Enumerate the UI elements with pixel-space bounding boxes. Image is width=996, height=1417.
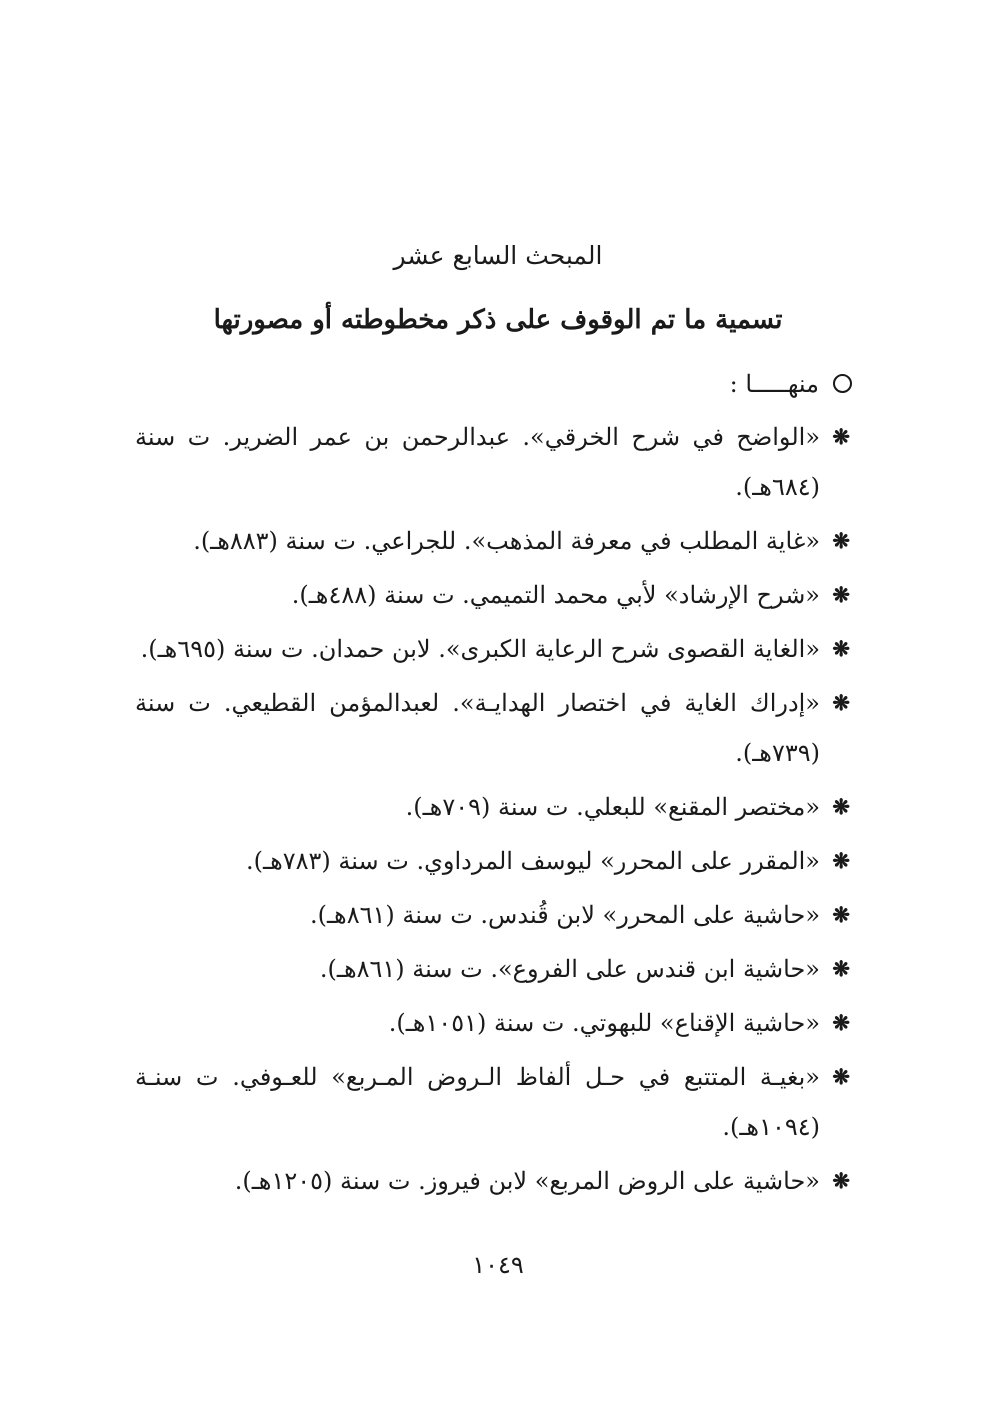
asterisk-bullet-icon: ❋ [832, 1168, 850, 1193]
asterisk-bullet-icon: ❋ [832, 1064, 850, 1089]
list-item [135, 944, 850, 994]
page-number: ١٠٤٩ [472, 1251, 524, 1279]
manuscript-list [135, 412, 850, 1210]
section-title: تسمية ما تم الوقوف على ذكر مخطوطته أو مصورتها [213, 305, 783, 335]
list-item [135, 624, 850, 674]
entry-text: «مختصر المقنع» للبعلي. ت سنة (٧٠٩هـ). [405, 793, 820, 821]
entry-text: «غاية المطلب في معرفة المذهب». للجراعي. ت سنة (٨٨٣هـ). [193, 527, 820, 555]
entry-text: «حاشية الإقناع» للبهوتي. ت سنة (١٠٥١هـ). [388, 1009, 820, 1037]
list-item [135, 516, 850, 566]
asterisk-bullet-icon: ❋ [832, 794, 850, 819]
intro-label: منهـــــا : [729, 370, 819, 398]
asterisk-bullet-icon: ❋ [832, 902, 850, 927]
asterisk-bullet-icon: ❋ [832, 424, 850, 449]
list-item [135, 1052, 850, 1152]
entry-text: «حاشية ابن قندس على الفروع». ت سنة (٨٦١هـ). [319, 955, 820, 983]
section-subtitle: المبحث السابع عشر [393, 241, 603, 270]
list-item [135, 998, 850, 1048]
asterisk-bullet-icon: ❋ [832, 636, 850, 661]
asterisk-bullet-icon: ❋ [832, 690, 850, 715]
list-item [135, 890, 850, 940]
entry-text: «الغاية القصوى شرح الرعاية الكبرى». لابن حمدان. ت سنة (٦٩٥هـ). [140, 635, 820, 663]
entry-text: «إدراك الغاية في اختصار الهدايـة». لعبدالمؤمن القطيعي. ت سنة (٧٣٩هـ). [135, 689, 820, 767]
entry-text: «حاشية على المحرر» لابن قُندس. ت سنة (٨٦١هـ). [310, 901, 820, 929]
entry-text: «بغيـة المتتبع في حـل ألفاظ الـروض المـربع» للعـوفي. ت سنـة (١٠٩٤هـ). [135, 1063, 820, 1141]
intro-line [730, 364, 852, 404]
asterisk-bullet-icon: ❋ [832, 956, 850, 981]
entry-text: «المقرر على المحرر» ليوسف المرداوي. ت سنة (٧٨٣هـ). [246, 847, 820, 875]
asterisk-bullet-icon: ❋ [832, 528, 850, 553]
entry-text: «شرح الإرشاد» لأبي محمد التميمي. ت سنة (٤٨٨هـ). [291, 581, 820, 609]
entry-text: «حاشية على الروض المربع» لابن فيروز. ت سنة (١٢٠٥هـ). [234, 1167, 820, 1195]
list-item [135, 412, 850, 512]
list-item [135, 836, 850, 886]
asterisk-bullet-icon: ❋ [832, 1010, 850, 1035]
circle-bullet-icon [833, 374, 852, 393]
list-item [135, 1156, 850, 1206]
list-item [135, 782, 850, 832]
asterisk-bullet-icon: ❋ [832, 582, 850, 607]
entry-text: «الواضح في شرح الخرقي». عبدالرحمن بن عمر الضرير. ت سنة (٦٨٤هـ). [135, 423, 820, 501]
list-item [135, 678, 850, 778]
asterisk-bullet-icon: ❋ [832, 848, 850, 873]
list-item [135, 570, 850, 620]
